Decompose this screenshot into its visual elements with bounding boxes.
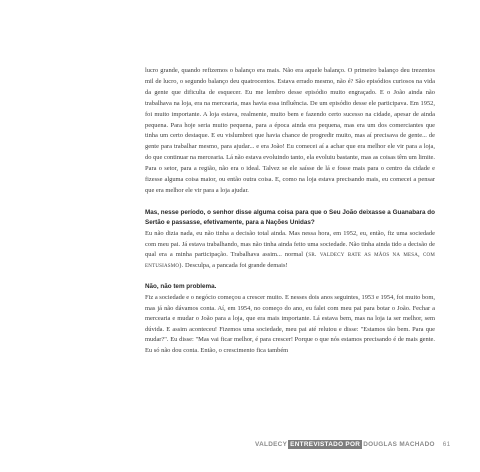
- footer-author: DOUGLAS MACHADO: [363, 441, 435, 448]
- footer-section-label: ENTREVISTADO POR: [290, 441, 361, 448]
- answer-paragraph: Fiz a sociedade e o negócio começou a crescer muito. E nesses dois anos seguintes, 1953 e 1954, foi muito bom, mas já não dávamos conta. Aí, em 1954, no começo do ano, eu falei com meu pai para botar o João. Fechar a mercearia e mudar o João para a loja, que era mais importante. Lá estava bem, mas na loja ia ser melhor, sem dúvida. E assim aconteceu! Fizemos uma sociedade, meu pai até relutou e disse: "Estamos tão bem. Para que mudar?". Eu disse: "Mas vai ficar melhor, é para crescer! Porque o que nós estamos precisando é de mais gente. Eu só não dou conta. Então, o crescimento fica também: [145, 294, 435, 354]
- page-number: 61: [442, 441, 451, 448]
- interviewer-question: Não, não tem problema.: [145, 283, 217, 291]
- paragraph-gap: [145, 197, 435, 208]
- page-footer: [255, 440, 451, 449]
- answer-paragraph: [145, 229, 435, 271]
- paragraph-gap: [145, 271, 435, 282]
- footer-name: VALDECY: [255, 441, 288, 448]
- interviewer-question: Mas, nesse período, o senhor disse alguma coisa para que o Seu João deixasse a Guanabara do Sertão e passasse, efetivamente, para a Nações Unidas?: [145, 208, 435, 227]
- body-paragraph: lucro grande, quando refizemos o balanço era mais. Não era aquele balanço. O primeiro balanço deu trezentos mil de lucro, o segundo balanço deu quatrocentos. Estava errado mesmo, não é? São episódios curiosos na vida da gente que dificulta de esquecer. Eu me lembro desse episódio muito engraçado. E o João ainda não trabalhava na loja, era na mercearia, mas havia essa influência. De um episódio desse ele participava. Em 1952, foi muito importante. A loja estava, realmente, muito bem e fazendo certo sucesso na cidade, apesar de ainda pequena. Para hoje seria muito pequena, para a época ainda era pequena, mas era um dos comerciantes que tinha um certo destaque. E eu vislumbrei que havia chance de progredir muito, mas aí precisava de gente... de gente para trabalhar mesmo, para ajudar... e era João! Eu comecei aí a achar que era melhor ele vir para a loja, do que continuar na mercearia. Lá não estava evoluindo tanto, ela evoluiu bastante, mas as coisas têm um limite. Para o setor, para a região, não era o ideal. Talvez se ele saísse de lá e fosse mais para o centro da cidade e fizesse alguma coisa maior, ou então outra coisa. E, como na loja estava precisando mais, eu comecei a pensar que era melhor ele vir para a loja ajudar.: [145, 67, 435, 194]
- answer-text-end: Desculpa, a pancada foi grande demais!: [185, 261, 288, 269]
- page-body: [145, 66, 435, 357]
- stage-note: (sr. valdecy bate as mãos na mesa, com entusiasmo).: [145, 251, 435, 269]
- answer-text: Eu não dizia nada, eu não tinha a decisão total ainda. Mas nessa hora, em 1952, eu, então, fiz uma sociedade com meu pai. Já estava trabalhando, mas não tinha ainda feito uma sociedade. Não tinha ainda tido a decisão de qual era a minha participação. Trabalhava assim... normal: [145, 230, 435, 259]
